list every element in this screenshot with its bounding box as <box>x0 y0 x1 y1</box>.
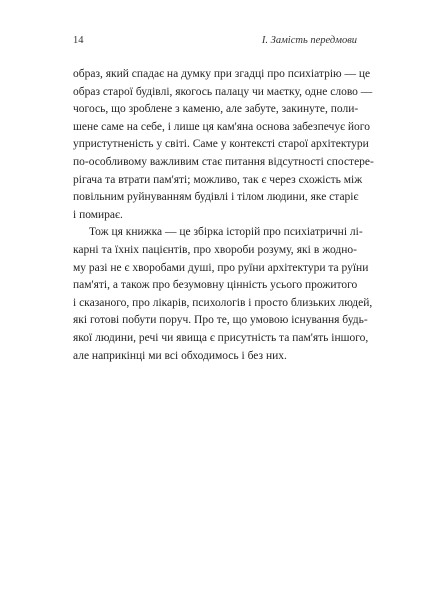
text-line: пам'яті, а також про безумовну цінність усього прожитого <box>73 279 358 292</box>
body-text <box>73 66 374 365</box>
text-line: але наприкінці ми всі обходимось і без них. <box>73 349 287 362</box>
page-number: 14 <box>73 35 84 46</box>
paragraph-2 <box>73 224 373 365</box>
text-line: образ, який спадає на думку при згадці про психіатрію — це <box>73 68 371 80</box>
text-line: чогось, що зроблене з каменю, але забуте, закинуте, поли- <box>73 103 359 116</box>
text-line: і помирає. <box>73 208 123 221</box>
section-title: І. Замість передмови <box>261 35 357 46</box>
text-line: і сказаного, про лікарів, психологів і просто близьких людей, <box>73 296 373 309</box>
text-line: Тож ця книжка — це збірка історій про психіатричні лі- <box>89 226 363 239</box>
text-line: по-особливому важливим стає питання відсутності спостере- <box>73 155 374 168</box>
text-line: шене саме на себе, і лише ця кам'яна основа забезпечує його <box>73 120 370 133</box>
text-line: упристутненість у світі. Саме у контексті старої архітектури <box>73 138 369 151</box>
text-line: якої людини, речі чи явища є присутність та пам'ять іншого, <box>73 331 369 344</box>
text-line: повільним руйнуванням будівлі і тілом людини, яке старіє <box>73 191 359 204</box>
text-line: карні та їхніх пацієнтів, про хвороби розуму, які в жодно- <box>73 243 357 256</box>
running-head <box>73 34 357 48</box>
text-line: му разі не є хворобами душі, про руїни архітектури та руїни <box>73 261 369 274</box>
text-line: рігача та втрати пам'яті; можливо, так є через схожість між <box>73 173 363 186</box>
paragraph-1 <box>73 66 374 224</box>
text-line: які готові побути поруч. Про те, що умовою існування будь- <box>73 314 368 327</box>
text-line: образ старої будівлі, якогось палацу чи маєтку, одне слово — <box>73 85 373 98</box>
